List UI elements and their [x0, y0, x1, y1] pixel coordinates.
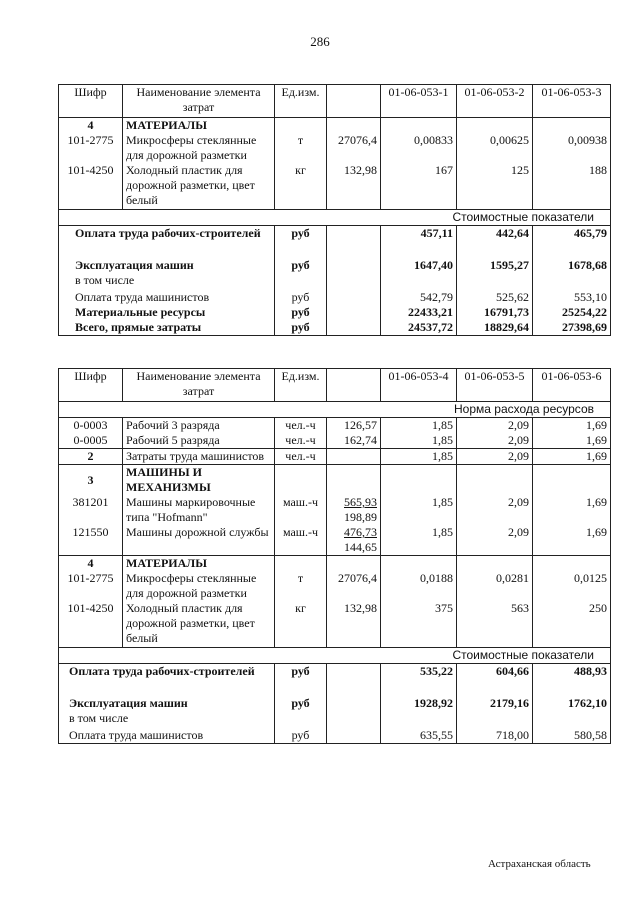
header-code-6: 01-06-053-6 — [533, 369, 611, 402]
cost-name: Оплата труда машинистов — [59, 728, 275, 744]
table-header-row — [59, 369, 611, 402]
cost-value: 553,10 — [533, 290, 611, 305]
row-value: 563 — [457, 601, 533, 648]
cost-row — [59, 226, 611, 259]
row-unit: т — [275, 133, 327, 163]
cost-unit: руб — [275, 290, 327, 305]
row-code: 121550 — [59, 525, 123, 556]
table-row — [59, 556, 611, 572]
cost-value: 1595,27 — [457, 258, 533, 290]
row-price-group — [327, 495, 381, 525]
header-name: Наименование элемента затрат — [123, 85, 275, 118]
section-label: Стоимостные показатели — [59, 210, 611, 226]
cost-name: Эксплуатация машин — [69, 696, 188, 710]
table-row — [59, 449, 611, 465]
header-code: Шифр — [59, 369, 123, 402]
table-row — [59, 118, 611, 134]
cost-value: 16791,73 — [457, 305, 533, 320]
row-value: 125 — [457, 163, 533, 210]
table-row — [59, 418, 611, 434]
row-unit: кг — [275, 163, 327, 210]
cost-value: 635,55 — [381, 728, 457, 744]
header-code-1: 01-06-053-1 — [381, 85, 457, 118]
cost-name: Всего, прямые затраты — [59, 320, 275, 336]
row-code: 0-0003 — [59, 418, 123, 434]
cost-value: 18829,64 — [457, 320, 533, 336]
row-name: Холодный пластик для дорожной разметки, цвет белый — [123, 601, 275, 648]
row-code: 101-2775 — [59, 571, 123, 601]
cost-value: 1928,92 — [381, 696, 457, 728]
table-header-row — [59, 85, 611, 118]
cost-row — [59, 258, 611, 290]
cost-row — [59, 664, 611, 697]
cost-row — [59, 696, 611, 728]
cost-value: 22433,21 — [381, 305, 457, 320]
row-unit: маш.-ч — [275, 495, 327, 525]
header-code-5: 01-06-053-5 — [457, 369, 533, 402]
cost-value: 25254,22 — [533, 305, 611, 320]
cost-value: 542,79 — [381, 290, 457, 305]
cost-name: Оплата труда машинистов — [59, 290, 275, 305]
table-row — [59, 495, 611, 525]
cost-value: 457,11 — [381, 226, 457, 259]
row-code: 2 — [59, 449, 123, 465]
cost-name: Оплата труда рабочих-строителей — [59, 664, 275, 697]
row-unit: чел.-ч — [275, 449, 327, 465]
row-price-bottom: 144,65 — [344, 540, 377, 554]
cost-value: 1678,68 — [533, 258, 611, 290]
cost-row — [59, 305, 611, 320]
row-code: 0-0005 — [59, 433, 123, 449]
header-price — [327, 85, 381, 118]
header-code: Шифр — [59, 85, 123, 118]
row-unit: чел.-ч — [275, 433, 327, 449]
cost-value: 604,66 — [457, 664, 533, 697]
cost-value: 442,64 — [457, 226, 533, 259]
row-price: 27076,4 — [327, 133, 381, 163]
cost-value: 2179,16 — [457, 696, 533, 728]
row-name: Затраты труда машинистов — [123, 449, 275, 465]
section-row — [59, 648, 611, 664]
cost-value: 580,58 — [533, 728, 611, 744]
row-value: 1,85 — [381, 433, 457, 449]
row-name: МАТЕРИАЛЫ — [123, 118, 275, 134]
header-price — [327, 369, 381, 402]
cost-name: Эксплуатация машин — [75, 258, 194, 272]
page-number: 286 — [310, 34, 330, 49]
row-value: 188 — [533, 163, 611, 210]
row-value: 0,0281 — [457, 571, 533, 601]
row-value: 1,85 — [381, 495, 457, 525]
row-value: 1,85 — [381, 525, 457, 556]
row-unit: маш.-ч — [275, 525, 327, 556]
section-row — [59, 210, 611, 226]
cost-name-group — [59, 696, 275, 728]
row-value: 1,69 — [533, 433, 611, 449]
row-value: 2,09 — [457, 449, 533, 465]
row-unit: чел.-ч — [275, 418, 327, 434]
row-value: 0,00833 — [381, 133, 457, 163]
row-price-top: 565,93 — [344, 495, 377, 509]
cost-value: 488,93 — [533, 664, 611, 697]
cost-row — [59, 320, 611, 336]
row-code: 101-2775 — [59, 133, 123, 163]
row-price: 132,98 — [327, 163, 381, 210]
cost-unit: руб — [275, 664, 327, 697]
header-unit: Ед.изм. — [275, 85, 327, 118]
row-name: МАШИНЫ И МЕХАНИЗМЫ — [123, 465, 275, 496]
row-name: Рабочий 3 разряда — [123, 418, 275, 434]
row-value: 0,00938 — [533, 133, 611, 163]
cost-row — [59, 728, 611, 744]
section-row — [59, 402, 611, 418]
header-name: Наименование элемента затрат — [123, 369, 275, 402]
row-value: 1,69 — [533, 418, 611, 434]
cost-subtitle: в том числе — [69, 711, 129, 725]
table-row — [59, 433, 611, 449]
cost-unit: руб — [275, 258, 327, 290]
row-price-group — [327, 525, 381, 556]
row-code: 101-4250 — [59, 163, 123, 210]
row-value: 250 — [533, 601, 611, 648]
table-row — [59, 465, 611, 496]
cost-value: 718,00 — [457, 728, 533, 744]
row-price: 27076,4 — [327, 571, 381, 601]
row-code: 3 — [59, 465, 123, 496]
cost-value: 525,62 — [457, 290, 533, 305]
resource-table-1 — [58, 84, 611, 336]
cost-value: 465,79 — [533, 226, 611, 259]
row-name: МАТЕРИАЛЫ — [123, 556, 275, 572]
footer-region: Астраханская область — [488, 858, 591, 870]
row-price-top: 476,73 — [344, 525, 377, 539]
row-value: 2,09 — [457, 418, 533, 434]
cost-unit: руб — [275, 696, 327, 728]
cost-name: Материальные ресурсы — [59, 305, 275, 320]
row-value: 2,09 — [457, 495, 533, 525]
row-code: 4 — [59, 118, 123, 134]
row-name: Холодный пластик для дорожной разметки, цвет белый — [123, 163, 275, 210]
cost-row — [59, 290, 611, 305]
row-price: 126,57 — [327, 418, 381, 434]
row-unit: т — [275, 571, 327, 601]
row-price-bottom: 198,89 — [344, 510, 377, 524]
cost-name: Оплата труда рабочих-строителей — [59, 226, 275, 259]
row-code: 381201 — [59, 495, 123, 525]
row-price: 132,98 — [327, 601, 381, 648]
cost-value: 24537,72 — [381, 320, 457, 336]
row-value: 167 — [381, 163, 457, 210]
cost-unit: руб — [275, 226, 327, 259]
row-value: 1,69 — [533, 495, 611, 525]
cost-unit: руб — [275, 320, 327, 336]
cost-value: 27398,69 — [533, 320, 611, 336]
header-code-2: 01-06-053-2 — [457, 85, 533, 118]
cost-name-group — [59, 258, 275, 290]
cost-value: 535,22 — [381, 664, 457, 697]
row-name: Машины маркировочные типа "Hofmann" — [123, 495, 275, 525]
cost-unit: руб — [275, 305, 327, 320]
row-value: 0,0188 — [381, 571, 457, 601]
row-name: Машины дорожной службы — [123, 525, 275, 556]
table-row — [59, 525, 611, 556]
cost-value: 1647,40 — [381, 258, 457, 290]
row-value: 0,00625 — [457, 133, 533, 163]
header-code-4: 01-06-053-4 — [381, 369, 457, 402]
row-value: 375 — [381, 601, 457, 648]
row-code: 101-4250 — [59, 601, 123, 648]
row-name: Рабочий 5 разряда — [123, 433, 275, 449]
resource-table-2 — [58, 368, 611, 744]
row-price — [327, 449, 381, 465]
table-row — [59, 163, 611, 210]
section-label: Стоимостные показатели — [59, 648, 611, 664]
row-name: Микросферы стеклянные для дорожной разметки — [123, 571, 275, 601]
table-row — [59, 571, 611, 601]
row-value: 2,09 — [457, 433, 533, 449]
row-code: 4 — [59, 556, 123, 572]
row-value: 1,69 — [533, 525, 611, 556]
cost-subtitle: в том числе — [75, 273, 135, 287]
table-row — [59, 601, 611, 648]
row-value: 2,09 — [457, 525, 533, 556]
row-price: 162,74 — [327, 433, 381, 449]
header-unit: Ед.изм. — [275, 369, 327, 402]
row-value: 1,85 — [381, 418, 457, 434]
row-value: 1,69 — [533, 449, 611, 465]
header-code-3: 01-06-053-3 — [533, 85, 611, 118]
cost-unit: руб — [275, 728, 327, 744]
row-value: 1,85 — [381, 449, 457, 465]
row-unit: кг — [275, 601, 327, 648]
table-row — [59, 133, 611, 163]
section-label: Норма расхода ресурсов — [59, 402, 611, 418]
cost-value: 1762,10 — [533, 696, 611, 728]
row-name: Микросферы стеклянные для дорожной разметки — [123, 133, 275, 163]
row-value: 0,0125 — [533, 571, 611, 601]
